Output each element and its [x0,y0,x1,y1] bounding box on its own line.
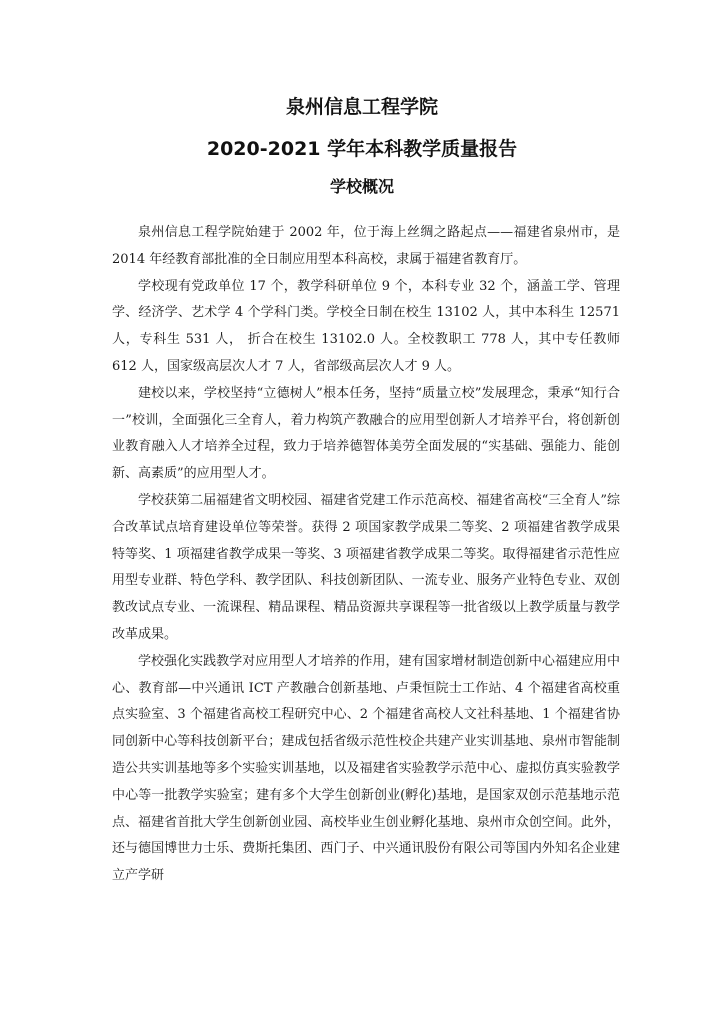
section-title: 学校概况 [329,177,394,196]
paragraph-intro: 泉州信息工程学院始建于 2002 年，位于海上丝绸之路起点——福建省泉州市，是 2014 年经教育部批准的全日制应用型本科高校，隶属于福建省教育厅。 [112,225,620,267]
report-title: 2020-2021 学年本科教学质量报告 [206,138,518,160]
paragraph-practice: 学校强化实践教学对应用型人才培养的作用，建有国家增材制造创新中心福建应用中心、教育部—中兴通讯 ICT 产教融合创新基地、卢秉恒院士工作站、4 个福建省高校重点实验室、3 个福建省高校工程研究中心、2 个福建省高校人文社科基地、1 个福建省协同创新中心等科技创新平台；建成包括省级示范性校企共建产业实训基地、泉州市智能制造公共实训基地等多个实验实训基地，以及福建省实验教学示范中心、虚拟仿真实验教学中心等一批教学实验室；建有多个大学生创新创业(孵化)基地，是国家双创示范基地示范点、福建省首批大学生创新创业园、高校毕业生创业孵化基地、泉州市众创空间。此外，还与德国博世力士乐、费斯托集团、西门子、中兴通讯股份有限公司等国内外知名企业建立产学研 [112,653,620,884]
school-name: 泉州信息工程学院 [285,96,438,118]
paragraph-scale: 学校现有党政单位 17 个，教学科研单位 9 个，本科专业 32 个，涵盖工学、管理学、经济学、艺术学 4 个学科门类。学校全日制在校生 13102 人，其中本科生 12571 人，专科生 531 人， 折合在校生 13102.0 人。全校教职工 778 人，其中专任教师 612 人，国家级高层次人才 7 人，省部级高层次人才 9 人。 [112,278,620,374]
body-text [112,220,620,890]
paragraph-honors: 学校获第二届福建省文明校园、福建省党建工作示范高校、福建省高校“三全育人”综合改革试点培育建设单位等荣誉。获得 2 项国家教学成果二等奖、2 项福建省教学成果特等奖、1 项福建省教学成果一等奖、3 项福建省教学成果二等奖。取得福建省示范性应用型专业群、特色学科、教学团队、科技创新团队、一流专业、服务产业特色专业、双创教改试点专业、一流课程、精品课程、精品资源共享课程等一批省级以上教学质量与教学改革成果。 [112,492,620,642]
paragraph-philosophy: 建校以来，学校坚持“立德树人”根本任务，坚持“质量立校”发展理念，秉承“知行合一”校训，全面强化三全育人，着力构筑产教融合的应用型创新人才培养平台，将创新创业教育融入人才培养全过程，致力于培养德智体美劳全面发展的“实基础、强能力、能创新、高素质”的应用型人才。 [112,385,620,482]
